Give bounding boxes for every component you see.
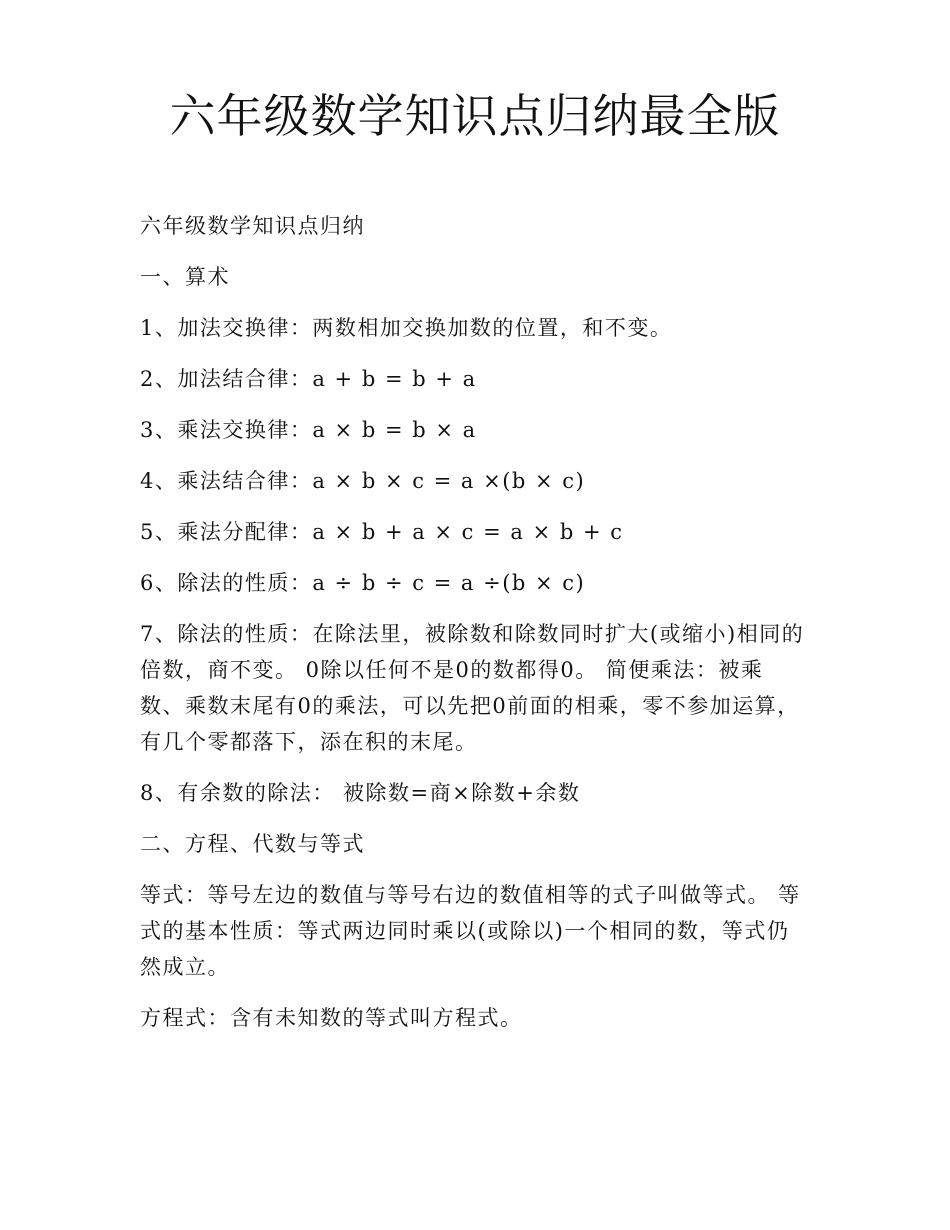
paragraph-addition-commutative: 1、加法交换律：两数相加交换加数的位置，和不变。 <box>140 316 673 340</box>
document-body <box>140 208 808 1051</box>
paragraph-equality: 等式：等号左边的数值与等号右边的数值相等的式子叫做等式。 等式的基本性质：等式两边同时乘以(或除以)一个相同的数，等式仍然成立。 <box>140 883 801 979</box>
paragraph-multiplication-distributive: 5、乘法分配律：a × b + a × c = a × b + c <box>140 520 624 544</box>
paragraph-multiplication-associative: 4、乘法结合律：a × b × c = a ×(b × c) <box>140 469 586 493</box>
paragraph-multiplication-commutative: 3、乘法交换律：a × b = b × a <box>140 418 477 442</box>
paragraph-addition-associative: 2、加法结合律：a + b = b + a <box>140 367 477 391</box>
section-heading: 六年级数学知识点归纳 <box>140 214 365 238</box>
paragraph-division-with-remainder: 8、有余数的除法： 被除数=商×除数+余数 <box>140 781 581 805</box>
section-heading-equations: 二、方程、代数与等式 <box>140 832 365 856</box>
document-title: 六年级数学知识点归纳最全版 <box>169 89 781 143</box>
paragraph-division-property-detail: 7、除法的性质：在除法里，被除数和除数同时扩大(或缩小)相同的倍数，商不变。 0除以任何不是0的数都得0。 简便乘法：被乘数、乘数末尾有0的乘法，可以先把0前面的相乘，零不参加运算，有几个零都落下，添在积的末尾。 <box>140 622 805 754</box>
paragraph-division-property: 6、除法的性质：a ÷ b ÷ c = a ÷(b × c) <box>140 571 586 595</box>
section-heading-arithmetic: 一、算术 <box>140 265 230 289</box>
paragraph-equation: 方程式：含有未知数的等式叫方程式。 <box>140 1006 523 1030</box>
